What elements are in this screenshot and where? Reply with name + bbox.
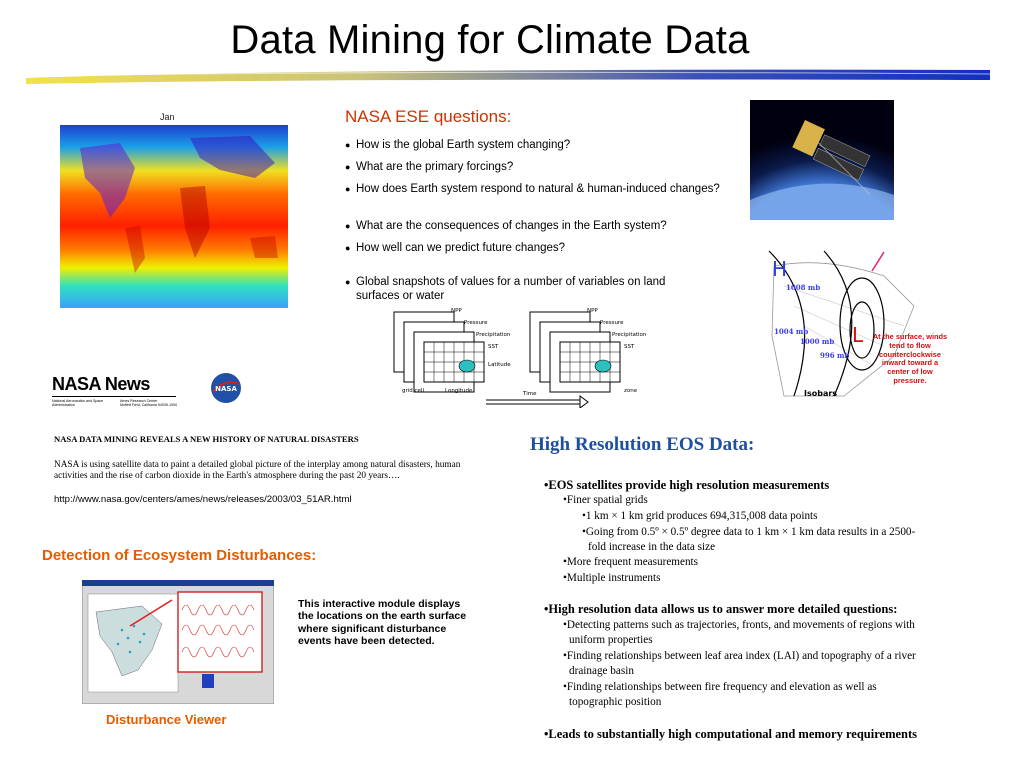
eos-continuation: drainage basin (569, 665, 634, 677)
temp-map-month-label: Jan (160, 112, 175, 122)
ese-question (345, 182, 726, 196)
news-headline: NASA DATA MINING REVEALS A NEW HISTORY OF NATURAL DISASTERS (54, 434, 359, 444)
latitude-label: Latitude (488, 362, 511, 368)
eos-subpoint: •Multiple instruments (563, 572, 661, 584)
isobar-note: At the surface, winds tend to flow counterclockwise inward toward a center of low pressure. (872, 332, 948, 385)
layer-label: Precipitation (612, 332, 647, 338)
pressure-label: 1004 mb (774, 327, 809, 336)
zone-label: zone (624, 388, 638, 394)
nasa-news-logo (40, 368, 254, 412)
ese-question-text: What are the primary forcings? (356, 161, 514, 173)
layer-label: SST (488, 344, 499, 350)
isobars-caption: Isobars (804, 389, 838, 398)
satellite-image (750, 100, 894, 220)
ese-question-text: How is the global Earth system changing? (356, 139, 571, 151)
bullet-icon: ● (345, 184, 351, 194)
layer-label: NPP (451, 308, 462, 314)
layer-label: Precipitation (476, 332, 511, 338)
isobar-low-label: L (852, 323, 864, 347)
eos-continuation: topographic position (569, 696, 662, 708)
news-body: NASA is using satellite data to paint a detailed global picture of the interplay among natural disasters, human activities and the rise of carbon dioxide in the Earth's atmosphere during the past 20 years…. (54, 460, 461, 481)
eos-subpoint: •Finding relationships between leaf area index (LAI) and topography of a river (563, 650, 916, 662)
disturbance-viewer-screenshot (82, 580, 274, 704)
layer-label: SST (624, 344, 635, 350)
ese-questions-heading: NASA ESE questions: (345, 107, 512, 126)
ese-question (345, 241, 726, 255)
eos-subsubpoint: •Going from 0.5º × 0.5º degree data to 1 km × 1 km data results in a 2500- (582, 526, 916, 538)
layer-label: NPP (587, 308, 598, 314)
bullet-icon: ● (345, 221, 351, 231)
viewer-caption: Disturbance Viewer (106, 712, 227, 727)
eos-continuation: uniform properties (569, 634, 653, 646)
data-cube-diagram (390, 304, 690, 408)
news-center-address: Moffett Field, California 94035-1000 (120, 403, 178, 407)
eos-subsubpoint: •1 km × 1 km grid produces 694,315,008 data points (582, 510, 818, 522)
bullet-icon: ● (345, 243, 351, 253)
nasa-emblem-text: NASA (215, 385, 237, 393)
ese-question (345, 138, 726, 152)
ese-question-text: What are the consequences of changes in the Earth system? (356, 220, 667, 232)
news-center-name: Ames Research Center (120, 399, 158, 403)
grid-cell-label: grid cell (402, 388, 424, 394)
longitude-label: Longitude (445, 388, 473, 394)
ese-question (345, 160, 726, 174)
layer-label: Pressure (600, 320, 624, 326)
time-label: Time (523, 391, 537, 397)
bullet-icon: ● (345, 277, 351, 287)
news-divider (52, 396, 176, 397)
viewer-description: This interactive module displays the locations on the earth surface where significant disturbance events have been detected. (298, 598, 467, 647)
bullet-icon: ● (345, 162, 351, 172)
isobar-high-label: H (772, 257, 788, 281)
eos-subpoint: •Finer spatial grids (563, 494, 648, 506)
nasa-meatball-icon (210, 372, 242, 404)
layer-label: Pressure (464, 320, 488, 326)
slide-title: Data Mining for Climate Data (230, 18, 750, 62)
eos-subpoint: •More frequent measurements (563, 556, 699, 568)
global-temperature-map (40, 108, 310, 320)
ese-snapshot-note (345, 275, 696, 303)
news-org-line: National Aeronautics and Space Administration (52, 399, 104, 407)
ese-snapshot-text: Global snapshots of values for a number of variables on land surfaces or water (356, 276, 666, 302)
eos-point: •EOS satellites provide high resolution measurements (544, 478, 830, 492)
eos-subpoint: •Detecting patterns such as trajectories, fronts, and movements of regions with (563, 619, 915, 631)
ese-question-text: How does Earth system respond to natural & human-induced changes? (356, 183, 720, 195)
pressure-label: 996 mb (820, 351, 850, 360)
eos-point: •Leads to substantially high computational and memory requirements (544, 727, 918, 741)
pressure-label: 1000 mb (800, 337, 835, 346)
eos-continuation: fold increase in the data size (588, 541, 716, 553)
eos-point: •High resolution data allows us to answer more detailed questions: (544, 602, 898, 616)
news-url-link[interactable]: http://www.nasa.gov/centers/ames/news/releases/2003/03_51AR.html (54, 494, 352, 505)
pressure-label: 1008 mb (786, 283, 821, 292)
eos-heading: High Resolution EOS Data: (530, 434, 755, 455)
title-underline-bar (26, 66, 990, 86)
ese-question (345, 219, 726, 233)
news-center-line (120, 399, 200, 407)
nasa-news-wordmark: NASA News (52, 374, 150, 394)
detection-heading: Detection of Ecosystem Disturbances: (42, 547, 317, 564)
ese-question-text: How well can we predict future changes? (356, 242, 566, 254)
bullet-icon: ● (345, 140, 351, 150)
eos-subpoint: •Finding relationships between fire frequency and elevation as well as (563, 681, 877, 693)
